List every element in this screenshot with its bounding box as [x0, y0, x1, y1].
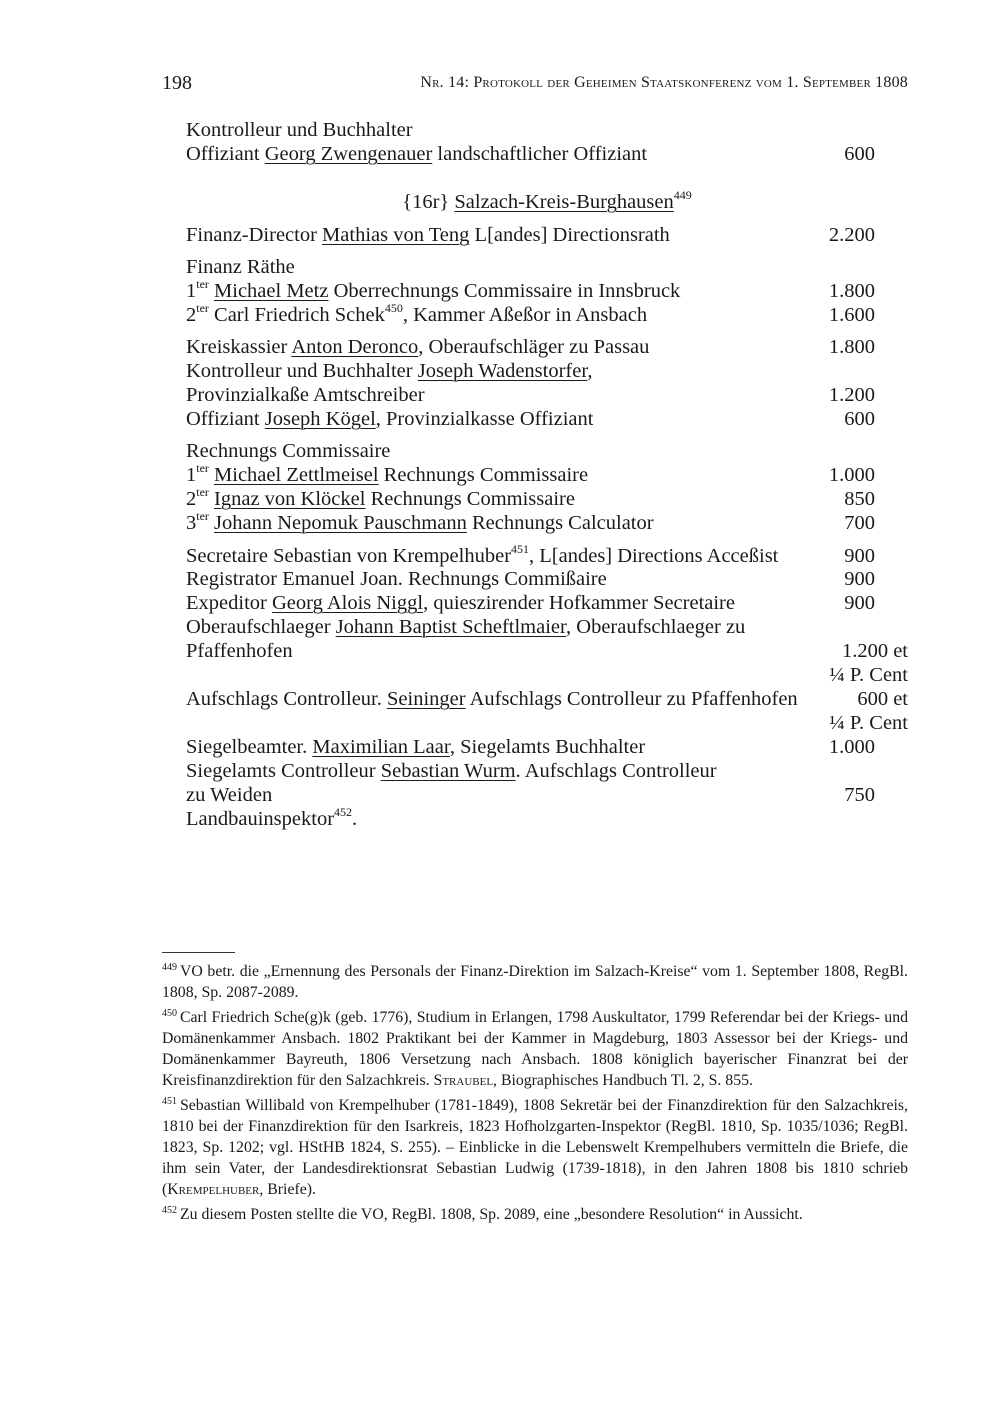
list-item: Kontrolleur und Buchhalter Joseph Wadenstorfer,	[186, 360, 593, 382]
person-name: Seininger	[387, 688, 466, 710]
person-name: Michael Metz	[214, 280, 329, 302]
salary-amount: 900	[844, 592, 875, 614]
salary-amount: 600	[844, 408, 875, 430]
footnote-452: $^{452}$ Zu diesem Posten stellte die VO, RegBl. 1808, Sp. 2089, eine „besondere Resolution“ in Aussicht.	[162, 1205, 803, 1223]
list-item: Expeditor Georg Alois Niggl, quieszirender Hofkammer Secretaire 900	[186, 592, 875, 614]
salary-amount: 1.800	[828, 280, 875, 302]
footnote-ref: 452	[334, 805, 353, 819]
salary-amount: 1.600	[828, 304, 875, 326]
person-name: Johann Nepomuk Pauschmann	[214, 512, 467, 534]
footnote-449: $^{449}$ VO betr. die „Ernennung des Personals der Finanz-Direktion im Salzach-Kreise“ vom 1. September 1808, RegBl. 1808, Sp. 2087-2089.	[162, 962, 908, 1001]
running-head: Nr. 14: Protokoll der Geheimen Staatskonferenz vom 1. September 1808	[420, 74, 908, 91]
list-item: $3^{ter}$ Johann Nepomuk Pauschmann Rechnungs Calculator 700	[186, 509, 875, 534]
person-name: Mathias von Teng	[322, 224, 470, 246]
page-number: 198	[162, 72, 192, 94]
footnote-divider	[162, 952, 235, 953]
person-name: Maximilian Laar	[312, 736, 450, 758]
salary-amount: 850	[844, 488, 875, 510]
list-item: Kontrolleur und Buchhalter	[186, 119, 413, 141]
list-item: Oberaufschlaeger Johann Baptist Scheftlmaier, Oberaufschlaeger zu	[186, 616, 746, 638]
footnote-ref: 449	[673, 188, 692, 202]
page-header	[162, 72, 908, 100]
list-item: Kreiskassier Anton Deronco, Oberaufschläger zu Passau 1.800	[186, 336, 875, 358]
footnote-ref: 451	[511, 542, 530, 556]
list-item: Offiziant Georg Zwengenauer landschaftlicher Offiziant 600	[186, 143, 875, 165]
salary-amount: 1.200 et	[841, 640, 908, 662]
salary-amount: 600 et	[857, 688, 908, 710]
person-name: Georg Alois Niggl	[271, 592, 424, 614]
section-heading: {16r} Salzach-Kreis-Burghausen$^{449}$	[402, 188, 692, 213]
person-name: Georg Zwengenauer	[264, 143, 433, 165]
list-item: $1^{ter}$ Michael Metz Oberrechnungs Commissaire in Innsbruck 1.800	[186, 277, 875, 302]
person-name: Johann Baptist Scheftlmaier	[335, 616, 567, 638]
list-item: zu Weiden 750	[186, 784, 875, 806]
list-item	[186, 662, 908, 688]
salary-amount: 1.000	[828, 736, 875, 758]
footnote-450: $^{450}$ Carl Friedrich Sche(g)k (geb. 1776), Studium in Erlangen, 1798 Auskultator, 1799 Referendar bei der Kriegs- und Domänenkammer Ansbach. 1802 Praktikant bei der Kammer in Magdeburg, 1803 Assessor bei der Kriegs- und Domänenkammer Bayreuth, 1806 Versetzung nach Ansbach. 1808 königlich bayerischer Finanzrat bei der Kreisfinanzdirektion für den Salzachkreis. Straubel, Biographisches Handbuch Tl. 2, S. 855.	[162, 1008, 908, 1089]
list-item: Siegelbeamter. Maximilian Laar, Siegelamts Buchhalter 1.000	[186, 736, 875, 758]
list-item: Aufschlags Controlleur. Seininger Aufschlags Controlleur zu Pfaffenhofen 600 et	[186, 688, 908, 710]
person-name: Michael Zettlmeisel	[214, 464, 379, 486]
footnotes	[162, 961, 908, 1229]
salary-amount: 900	[844, 545, 875, 567]
person-name: Sebastian Wurm	[380, 760, 516, 782]
footnote-ref: 450	[384, 301, 403, 315]
person-name: Ignaz von Klöckel	[214, 488, 366, 510]
salary-note: ¼ P. Cent	[829, 712, 908, 734]
list-item: Finanz-Director Mathias von Teng L[andes] Directionsrath 2.200	[186, 224, 875, 246]
salary-amount: 1.000	[828, 464, 875, 486]
list-item: Registrator Emanuel Joan. Rechnungs Commißaire 900	[186, 568, 875, 590]
salary-amount: 700	[844, 512, 875, 534]
list-item: Siegelamts Controlleur Sebastian Wurm. Aufschlags Controlleur	[186, 760, 717, 782]
salary-amount: 750	[844, 784, 875, 806]
person-name: Joseph Kögel	[264, 408, 376, 430]
list-item: Provinzialkaße Amtschreiber 1.200	[186, 384, 875, 406]
list-item: $1^{ter}$ Michael Zettlmeisel Rechnungs Commissaire 1.000	[186, 461, 875, 486]
footnote-451: $^{451}$ Sebastian Willibald von Krempelhuber (1781-1849), 1808 Sekretär bei der Finanzdirektion für den Salzachkreis, 1810 bei der Finanzdirektion für den Isarkreis, 1823 Hofholzgarten-Inspektor (RegBl. 1810, Sp. 1035/1036; RegBl. 1823, Sp. 1202; vgl. HStHB 1824, S. 255). – Einblicke in die Lebenswelt Krempelhubers vermitteln die Briefe, die ihm sein Vater, der Landesdirektionsrat Sebastian Ludwig (1739-1818), in den Jahren 1808 bis 1810 schrieb (Krempelhuber, Briefe).	[162, 1096, 908, 1198]
group-heading: Finanz Räthe	[186, 256, 295, 278]
list-item: Secretaire Sebastian von Krempelhuber$^{451}$, L[andes] Directions Acceßist 900	[186, 542, 875, 567]
salary-note: ¼ P. Cent	[829, 664, 908, 686]
list-item: $2^{ter}$ Carl Friedrich Schek$^{450}$, Kammer Aßeßor in Ansbach 1.600	[186, 301, 875, 326]
person-name: Anton Deronco	[291, 336, 419, 358]
salary-amount: 1.800	[828, 336, 875, 358]
group-heading: Rechnungs Commissaire	[186, 440, 391, 462]
salary-amount: 900	[844, 568, 875, 590]
list-item: Pfaffenhofen 1.200 et	[186, 640, 908, 662]
list-item	[186, 710, 908, 736]
list-item: $2^{ter}$ Ignaz von Klöckel Rechnungs Commissaire 850	[186, 485, 875, 510]
district-name: Salzach-Kreis-Burghausen	[454, 191, 674, 213]
list-item: Offiziant Joseph Kögel, Provinzialkasse Offiziant 600	[186, 408, 875, 430]
salary-amount: 600	[844, 143, 875, 165]
salary-amount: 2.200	[828, 224, 875, 246]
list-item: Landbauinspektor$^{452}$.	[186, 805, 358, 830]
person-name: Joseph Wadenstorfer	[417, 360, 588, 382]
salary-amount: 1.200	[828, 384, 875, 406]
